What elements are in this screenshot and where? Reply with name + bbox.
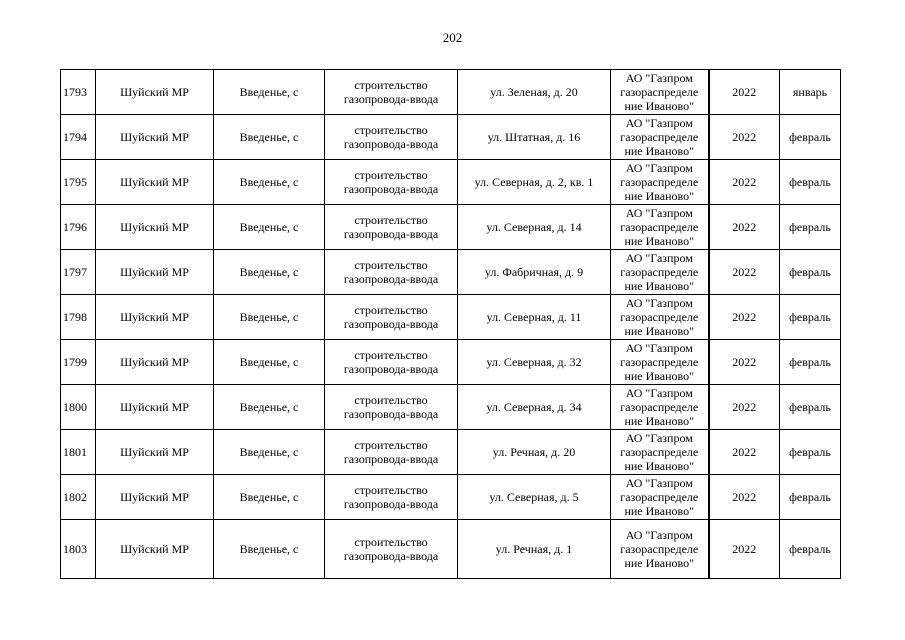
- row-number-cell: 1799: [61, 340, 96, 385]
- year-cell: 2022: [709, 70, 780, 115]
- table-row: [61, 205, 841, 250]
- work-type-cell-line: газопровода-ввода: [343, 549, 439, 563]
- address-cell: ул. Северная, д. 5: [458, 475, 611, 520]
- work-type-cell-line: строительство: [354, 535, 428, 549]
- locality-cell: Введенье, с: [214, 340, 325, 385]
- work-type-cell: [325, 250, 458, 295]
- organization-cell-line: ние Иваново": [624, 144, 695, 158]
- work-type-cell-line: газопровода-ввода: [343, 227, 439, 241]
- locality-cell: Введенье, с: [214, 70, 325, 115]
- district-cell: Шуйский МР: [96, 340, 214, 385]
- address-cell: ул. Речная, д. 1: [458, 520, 611, 579]
- month-cell: январь: [780, 70, 841, 115]
- year-cell: 2022: [709, 115, 780, 160]
- organization-cell: [611, 430, 709, 475]
- year-cell: 2022: [709, 385, 780, 430]
- work-type-cell: [325, 205, 458, 250]
- month-cell: февраль: [780, 475, 841, 520]
- district-cell: Шуйский МР: [96, 385, 214, 430]
- year-cell: 2022: [709, 160, 780, 205]
- address-cell: ул. Штатная, д. 16: [458, 115, 611, 160]
- organization-cell-line: ние Иваново": [624, 504, 695, 518]
- work-type-cell-line: строительство: [354, 123, 428, 137]
- district-cell: Шуйский МР: [96, 520, 214, 579]
- register-table: [60, 69, 841, 579]
- district-cell: Шуйский МР: [96, 475, 214, 520]
- organization-cell-line: газораспределе: [620, 265, 699, 279]
- address-cell: ул. Северная, д. 11: [458, 295, 611, 340]
- district-cell: Шуйский МР: [96, 430, 214, 475]
- organization-cell: [611, 115, 709, 160]
- address-cell: ул. Зеленая, д. 20: [458, 70, 611, 115]
- table-row: [61, 430, 841, 475]
- district-cell: Шуйский МР: [96, 205, 214, 250]
- table-row: [61, 115, 841, 160]
- district-cell: Шуйский МР: [96, 160, 214, 205]
- work-type-cell-line: газопровода-ввода: [343, 92, 439, 106]
- organization-cell: [611, 520, 709, 579]
- month-cell: февраль: [780, 115, 841, 160]
- year-cell: 2022: [709, 520, 780, 579]
- organization-cell-line: газораспределе: [620, 175, 699, 189]
- row-number-cell: 1794: [61, 115, 96, 160]
- month-cell: февраль: [780, 430, 841, 475]
- organization-cell-line: АО "Газпром: [625, 116, 693, 130]
- address-cell: ул. Северная, д. 2, кв. 1: [458, 160, 611, 205]
- month-cell: февраль: [780, 205, 841, 250]
- table-row: [61, 70, 841, 115]
- work-type-cell-line: строительство: [354, 393, 428, 407]
- work-type-cell: [325, 475, 458, 520]
- organization-cell-line: АО "Газпром: [625, 161, 693, 175]
- work-type-cell-line: строительство: [354, 348, 428, 362]
- month-cell: февраль: [780, 340, 841, 385]
- organization-cell-line: ние Иваново": [624, 369, 695, 383]
- organization-cell-line: газораспределе: [620, 130, 699, 144]
- organization-cell-line: АО "Газпром: [625, 206, 693, 220]
- organization-cell-line: газораспределе: [620, 310, 699, 324]
- year-cell: 2022: [709, 430, 780, 475]
- district-cell: Шуйский МР: [96, 250, 214, 295]
- organization-cell-line: АО "Газпром: [625, 476, 693, 490]
- locality-cell: Введенье, с: [214, 475, 325, 520]
- organization-cell: [611, 205, 709, 250]
- organization-cell-line: АО "Газпром: [625, 528, 693, 542]
- organization-cell-line: ние Иваново": [624, 556, 695, 570]
- work-type-cell-line: газопровода-ввода: [343, 272, 439, 286]
- locality-cell: Введенье, с: [214, 430, 325, 475]
- work-type-cell: [325, 115, 458, 160]
- month-cell: февраль: [780, 295, 841, 340]
- table-row: [61, 250, 841, 295]
- organization-cell: [611, 70, 709, 115]
- work-type-cell: [325, 385, 458, 430]
- work-type-cell: [325, 160, 458, 205]
- district-cell: Шуйский МР: [96, 295, 214, 340]
- organization-cell: [611, 340, 709, 385]
- month-cell: февраль: [780, 385, 841, 430]
- organization-cell-line: газораспределе: [620, 542, 699, 556]
- row-number-cell: 1797: [61, 250, 96, 295]
- work-type-cell-line: газопровода-ввода: [343, 452, 439, 466]
- organization-cell: [611, 160, 709, 205]
- work-type-cell-line: строительство: [354, 168, 428, 182]
- organization-cell-line: АО "Газпром: [625, 251, 693, 265]
- organization-cell: [611, 250, 709, 295]
- work-type-cell-line: строительство: [354, 78, 428, 92]
- organization-cell-line: АО "Газпром: [625, 341, 693, 355]
- organization-cell-line: ние Иваново": [624, 234, 695, 248]
- work-type-cell-line: строительство: [354, 303, 428, 317]
- address-cell: ул. Северная, д. 14: [458, 205, 611, 250]
- district-cell: Шуйский МР: [96, 70, 214, 115]
- organization-cell-line: газораспределе: [620, 355, 699, 369]
- district-cell: Шуйский МР: [96, 115, 214, 160]
- table-row: [61, 160, 841, 205]
- organization-cell-line: газораспределе: [620, 490, 699, 504]
- organization-cell-line: ние Иваново": [624, 279, 695, 293]
- address-cell: ул. Речная, д. 20: [458, 430, 611, 475]
- organization-cell-line: ние Иваново": [624, 459, 695, 473]
- register-body: [61, 70, 841, 579]
- year-cell: 2022: [709, 205, 780, 250]
- month-cell: февраль: [780, 250, 841, 295]
- locality-cell: Введенье, с: [214, 115, 325, 160]
- work-type-cell: [325, 340, 458, 385]
- address-cell: ул. Северная, д. 32: [458, 340, 611, 385]
- address-cell: ул. Северная, д. 34: [458, 385, 611, 430]
- row-number-cell: 1803: [61, 520, 96, 579]
- table-row: [61, 340, 841, 385]
- work-type-cell-line: газопровода-ввода: [343, 182, 439, 196]
- row-number-cell: 1802: [61, 475, 96, 520]
- work-type-cell-line: строительство: [354, 258, 428, 272]
- month-cell: февраль: [780, 160, 841, 205]
- locality-cell: Введенье, с: [214, 250, 325, 295]
- row-number-cell: 1795: [61, 160, 96, 205]
- address-cell: ул. Фабричная, д. 9: [458, 250, 611, 295]
- year-cell: 2022: [709, 340, 780, 385]
- organization-cell-line: газораспределе: [620, 85, 699, 99]
- work-type-cell-line: газопровода-ввода: [343, 407, 439, 421]
- work-type-cell: [325, 520, 458, 579]
- month-cell: февраль: [780, 520, 841, 579]
- organization-cell-line: АО "Газпром: [625, 386, 693, 400]
- organization-cell-line: газораспределе: [620, 220, 699, 234]
- work-type-cell-line: строительство: [354, 438, 428, 452]
- organization-cell: [611, 385, 709, 430]
- locality-cell: Введенье, с: [214, 520, 325, 579]
- work-type-cell-line: строительство: [354, 213, 428, 227]
- row-number-cell: 1801: [61, 430, 96, 475]
- year-cell: 2022: [709, 295, 780, 340]
- work-type-cell-line: газопровода-ввода: [343, 362, 439, 376]
- page-number: 202: [442, 30, 463, 45]
- table-row: [61, 385, 841, 430]
- table-row: [61, 475, 841, 520]
- year-cell: 2022: [709, 475, 780, 520]
- work-type-cell-line: газопровода-ввода: [343, 317, 439, 331]
- work-type-cell-line: газопровода-ввода: [343, 497, 439, 511]
- work-type-cell-line: газопровода-ввода: [343, 137, 439, 151]
- locality-cell: Введенье, с: [214, 295, 325, 340]
- organization-cell-line: ние Иваново": [624, 324, 695, 338]
- row-number-cell: 1796: [61, 205, 96, 250]
- organization-cell-line: ние Иваново": [624, 414, 695, 428]
- organization-cell-line: газораспределе: [620, 445, 699, 459]
- row-number-cell: 1793: [61, 70, 96, 115]
- organization-cell-line: АО "Газпром: [625, 431, 693, 445]
- table-row: [61, 295, 841, 340]
- organization-cell-line: ние Иваново": [624, 99, 695, 113]
- work-type-cell: [325, 70, 458, 115]
- year-cell: 2022: [709, 250, 780, 295]
- locality-cell: Введенье, с: [214, 205, 325, 250]
- organization-cell-line: газораспределе: [620, 400, 699, 414]
- locality-cell: Введенье, с: [214, 385, 325, 430]
- row-number-cell: 1800: [61, 385, 96, 430]
- work-type-cell: [325, 295, 458, 340]
- organization-cell-line: ние Иваново": [624, 189, 695, 203]
- table-row: [61, 520, 841, 579]
- organization-cell: [611, 475, 709, 520]
- organization-cell-line: АО "Газпром: [625, 296, 693, 310]
- work-type-cell: [325, 430, 458, 475]
- row-number-cell: 1798: [61, 295, 96, 340]
- organization-cell: [611, 295, 709, 340]
- locality-cell: Введенье, с: [214, 160, 325, 205]
- organization-cell-line: АО "Газпром: [625, 71, 693, 85]
- work-type-cell-line: строительство: [354, 483, 428, 497]
